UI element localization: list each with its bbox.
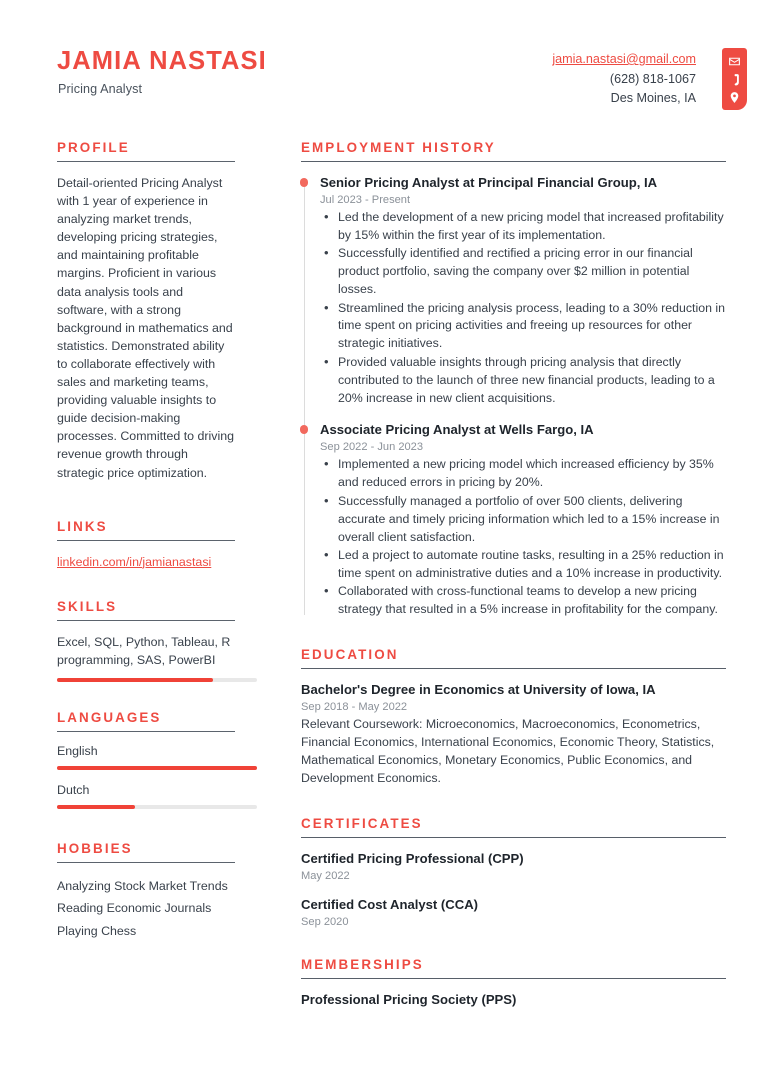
divider (301, 978, 726, 979)
job-bullet: • Collaborated with cross-functional teams to develop a new pricing strategy that resulted in a 5% increase in profitability for the company. (320, 583, 726, 619)
job-entry (320, 174, 726, 407)
hobby-item: Analyzing Stock Market Trends (57, 878, 228, 893)
section-title-memberships: MEMBERSHIPS (301, 956, 424, 972)
job-bullet: • Led the development of a new pricing model that increased profitability by 15% within the first year of its implementation. (320, 209, 726, 245)
employment-timeline (301, 174, 726, 619)
mail-icon (728, 55, 741, 68)
resume-header (0, 0, 768, 126)
job-date: Sep 2022 - Jun 2023 (320, 441, 424, 454)
divider (301, 161, 726, 162)
hobby-item: Reading Economic Journals (57, 901, 212, 916)
language-name: English (57, 743, 98, 758)
section-employment-history (301, 140, 726, 619)
section-certificates (301, 816, 726, 928)
job-bullet-list (320, 209, 726, 407)
membership-entry (301, 991, 726, 1009)
section-title-certificates: CERTIFICATES (301, 815, 423, 831)
language-item (57, 744, 235, 770)
section-title-employment: EMPLOYMENT HISTORY (301, 140, 496, 155)
spacer (301, 931, 726, 957)
section-title-languages: LANGUAGES (57, 709, 162, 725)
section-title-links: LINKS (57, 518, 108, 534)
skills-level-bar (57, 678, 257, 682)
location-pin-icon (728, 91, 741, 104)
membership-title: Professional Pricing Society (PPS) (301, 991, 517, 1007)
divider (57, 540, 235, 541)
language-level-bar (57, 766, 257, 770)
candidate-name: JAMIA NASTASI (57, 47, 267, 75)
divider (301, 668, 726, 669)
section-title-profile: PROFILE (57, 140, 130, 155)
candidate-job-title: Pricing Analyst (58, 82, 143, 96)
sidebar-column (0, 140, 255, 1011)
job-bullet: • Successfully managed a portfolio of over 500 clients, delivering accurate and timely pricing information which led to a 15% increase in overall client satisfaction. (320, 493, 726, 547)
timeline-dot-icon (300, 178, 309, 187)
divider (57, 161, 235, 162)
job-bullet: • Implemented a new pricing model which increased efficiency by 35% and reduced errors in pricing by 20%. (320, 456, 726, 492)
section-title-education: EDUCATION (301, 647, 399, 663)
degree-date: Sep 2018 - May 2022 (301, 701, 408, 714)
section-skills (57, 599, 235, 682)
section-memberships (301, 957, 726, 1009)
skills-level-fill (57, 678, 213, 682)
section-profile (57, 140, 235, 482)
spacer (57, 684, 235, 710)
certificate-entry (301, 850, 726, 882)
degree-title: Bachelor's Degree in Economics at University of Iowa, IA (301, 682, 656, 698)
certificate-date: Sep 2020 (301, 915, 349, 928)
spacer (301, 621, 726, 647)
certificate-title: Certified Pricing Professional (CPP) (301, 850, 524, 866)
section-links (57, 519, 235, 571)
certificate-title: Certified Cost Analyst (CCA) (301, 896, 479, 912)
section-hobbies (57, 841, 235, 943)
divider (57, 862, 235, 863)
education-entry (301, 681, 726, 788)
divider (57, 620, 235, 621)
spacer (57, 484, 235, 519)
certificate-date: May 2022 (301, 869, 350, 882)
certificate-entry (301, 896, 726, 928)
timeline-dot-icon (300, 425, 309, 434)
spacer (301, 790, 726, 816)
job-date: Jul 2023 - Present (320, 194, 411, 206)
skills-text: Excel, SQL, Python, Tableau, R programming, SAS, PowerBI (57, 634, 231, 667)
divider (57, 731, 235, 732)
degree-description: Relevant Coursework: Microeconomics, Macroeconomics, Econometrics, Financial Economics, International Economics, Economic Theory, Statistics, Mathematical Economics, Monetary Economics, Public Economics, and Development Economics. (301, 717, 715, 785)
hobby-item: Playing Chess (57, 923, 137, 938)
job-bullet: • Led a project to automate routine tasks, resulting in a 25% reduction in time spent on administrative duties and a 10% increase in productivity. (320, 547, 726, 583)
section-title-hobbies: HOBBIES (57, 840, 133, 856)
spacer (57, 573, 235, 599)
spacer (57, 822, 235, 841)
language-level-fill (57, 805, 135, 809)
section-education (301, 647, 726, 788)
job-bullet: • Successfully identified and rectified a pricing error in our financial product portfolio, saving the company over $2 million in potential losses. (320, 245, 726, 299)
location-text: Des Moines, IA (610, 91, 696, 105)
contact-icon-strip (722, 48, 747, 110)
profile-text: Detail-oriented Pricing Analyst with 1 year of experience in analyzing market trends, developing pricing strategies, and maintaining profitable margins. Proficient in various data analysis tools and software, with a strong background in mathematics and statistics. Demonstrated ability to collaborate effectively with sales and marketing teams, providing valuable insights to guide decision-making processes. Committed to driving revenue growth through strategic price optimization. (57, 176, 234, 480)
link-linkedin[interactable]: linkedin.com/in/jamianastasi (57, 554, 212, 569)
job-bullet: • Streamlined the pricing analysis process, leading to a 30% reduction in time spent on pricing activities and freeing up resources for other strategic initiatives. (320, 300, 726, 354)
language-name: Dutch (57, 782, 90, 797)
job-bullet: • Provided valuable insights through pricing analysis that directly contributed to the launch of three new financial products, leading to a 20% increase in new client acquisitions. (320, 354, 726, 408)
main-column (255, 140, 768, 1011)
language-item (57, 783, 235, 809)
job-title: Associate Pricing Analyst at Wells Fargo, IA (320, 422, 594, 438)
divider (301, 837, 726, 838)
email-link[interactable]: jamia.nastasi@gmail.com (552, 52, 696, 66)
language-level-fill (57, 766, 257, 770)
job-bullet-list (320, 456, 726, 619)
contact-info (552, 50, 696, 109)
section-title-skills: SKILLS (57, 598, 118, 614)
language-level-bar (57, 805, 257, 809)
phone-number: (628) 818-1067 (609, 71, 696, 86)
job-title: Senior Pricing Analyst at Principal Financial Group, IA (320, 175, 658, 190)
section-languages (57, 710, 235, 809)
phone-icon (728, 73, 741, 86)
job-entry (320, 421, 726, 619)
